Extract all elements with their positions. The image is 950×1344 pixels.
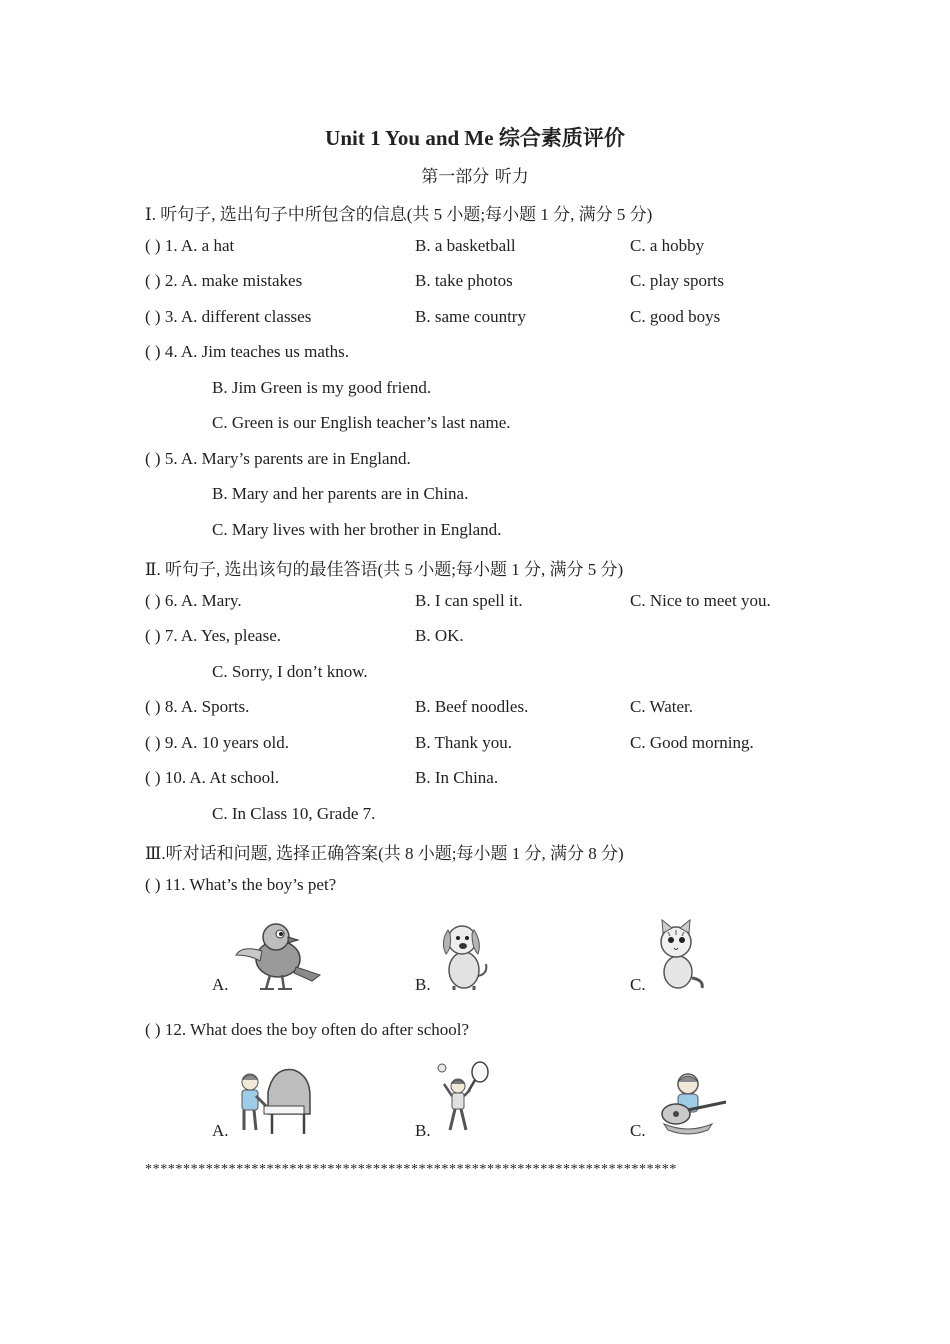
question-4-option-b: B. Jim Green is my good friend. xyxy=(212,378,432,397)
question-11-label-c: C. xyxy=(630,975,646,994)
question-3-option-b: B. same country xyxy=(415,307,526,326)
question-10-stem: ( ) 10. A. At school. xyxy=(145,768,280,787)
question-3-option-c: C. good boys xyxy=(630,307,721,326)
cat-icon xyxy=(650,918,706,992)
question-7-stem: ( ) 7. A. Yes, please. xyxy=(145,626,281,645)
question-8-stem: ( ) 8. A. Sports. xyxy=(145,697,250,716)
bird-icon xyxy=(232,915,324,993)
question-11 xyxy=(145,875,825,899)
divider-line: ********************************************************************** xyxy=(145,1162,677,1177)
question-8-option-b: B. Beef noodles. xyxy=(415,697,529,716)
question-5-option-b: B. Mary and her parents are in China. xyxy=(212,484,469,503)
question-7 xyxy=(145,626,825,650)
guitar-icon xyxy=(654,1068,730,1138)
question-4-option-c: C. Green is our English teacher’s last name. xyxy=(212,413,511,432)
question-1 xyxy=(145,236,825,260)
part-title: 第一部分 听力 xyxy=(421,167,529,187)
question-1-option-b: B. a basketball xyxy=(415,236,516,255)
section-1-heading: Ⅰ. 听句子, 选出句子中所包含的信息(共 5 小题;每小题 1 分, 满分 5 分) xyxy=(145,205,653,224)
question-12-label-b: B. xyxy=(415,1121,431,1140)
question-2-stem: ( ) 2. A. make mistakes xyxy=(145,271,303,290)
question-9-stem: ( ) 9. A. 10 years old. xyxy=(145,733,290,752)
question-8 xyxy=(145,697,825,721)
page-title: Unit 1 You and Me 综合素质评价 xyxy=(325,126,625,150)
question-11-label-b: B. xyxy=(415,975,431,994)
question-10 xyxy=(145,768,825,792)
question-6-stem: ( ) 6. A. Mary. xyxy=(145,591,242,610)
question-7-option-c: C. Sorry, I don’t know. xyxy=(212,662,368,681)
question-9-option-b: B. Thank you. xyxy=(415,733,512,752)
question-5-option-c: C. Mary lives with her brother in England. xyxy=(212,520,502,539)
dog-icon xyxy=(436,918,492,992)
question-10-option-b: B. In China. xyxy=(415,768,499,787)
question-2-option-b: B. take photos xyxy=(415,271,513,290)
piano-icon xyxy=(234,1062,314,1138)
question-8-option-c: C. Water. xyxy=(630,697,694,716)
question-6-option-c: C. Nice to meet you. xyxy=(630,591,771,610)
question-9 xyxy=(145,733,825,757)
question-2 xyxy=(145,271,825,295)
question-3 xyxy=(145,307,825,331)
question-6-option-b: B. I can spell it. xyxy=(415,591,523,610)
question-1-stem: ( ) 1. A. a hat xyxy=(145,236,235,255)
question-1-option-c: C. a hobby xyxy=(630,236,705,255)
question-12 xyxy=(145,1020,825,1044)
section-3-heading: Ⅲ.听对话和问题, 选择正确答案(共 8 小题;每小题 1 分, 满分 8 分) xyxy=(145,844,624,863)
question-11-label-a: A. xyxy=(212,975,229,994)
question-7-option-b: B. OK. xyxy=(415,626,464,645)
question-10-option-c: C. In Class 10, Grade 7. xyxy=(212,804,376,823)
question-5-stem: ( ) 5. A. Mary’s parents are in England. xyxy=(145,449,411,468)
question-6 xyxy=(145,591,825,615)
question-4-stem: ( ) 4. A. Jim teaches us maths. xyxy=(145,342,349,361)
question-9-option-c: C. Good morning. xyxy=(630,733,754,752)
tennis-icon xyxy=(434,1060,492,1138)
question-12-label-c: C. xyxy=(630,1121,646,1140)
question-11-stem: ( ) 11. What’s the boy’s pet? xyxy=(145,875,337,894)
question-2-option-c: C. play sports xyxy=(630,271,724,290)
question-4 xyxy=(145,342,825,366)
section-2-heading: Ⅱ. 听句子, 选出该句的最佳答语(共 5 小题;每小题 1 分, 满分 5 分) xyxy=(145,560,624,579)
question-3-stem: ( ) 3. A. different classes xyxy=(145,307,312,326)
question-12-stem: ( ) 12. What does the boy often do after school? xyxy=(145,1020,470,1039)
question-5 xyxy=(145,449,825,473)
question-12-label-a: A. xyxy=(212,1121,229,1140)
